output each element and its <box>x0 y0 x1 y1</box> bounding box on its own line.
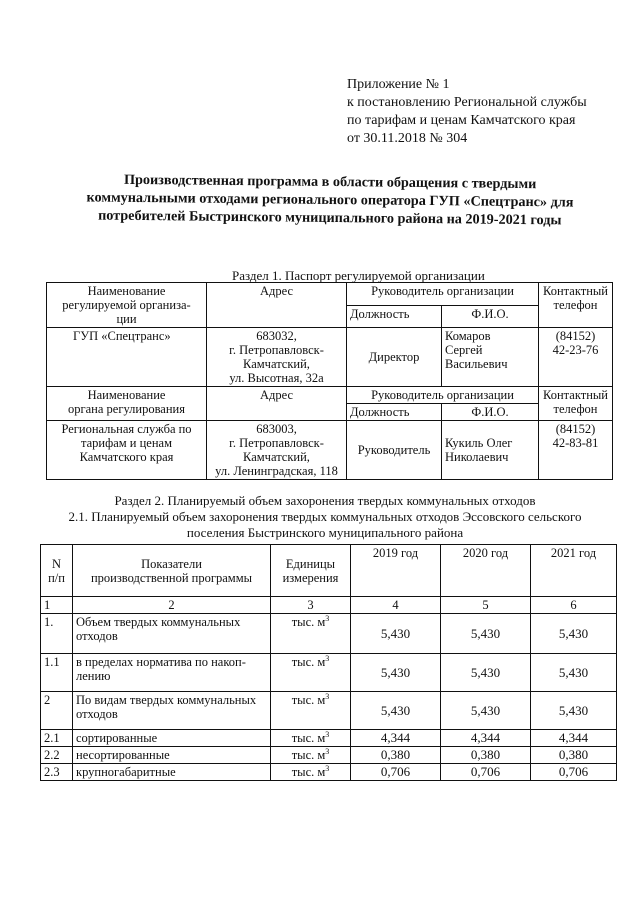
address-line: г. Петропавловск- <box>229 436 324 450</box>
row-unit <box>271 764 351 781</box>
value-2021: 0,380 <box>531 747 617 764</box>
value-2020: 5,430 <box>441 654 531 692</box>
title-line: Производственная программа в области обращения с твердыми <box>123 171 537 193</box>
address-line: Камчатский, <box>243 357 310 371</box>
row-indicator: крупногабаритные <box>73 764 271 781</box>
unit-text: тыс. м <box>291 693 326 707</box>
value-2019: 0,380 <box>351 747 441 764</box>
phone-line: (84152) <box>555 329 596 343</box>
row-number: 2 <box>41 692 73 730</box>
header-fio: Ф.И.О. <box>442 305 539 328</box>
address-line: г. Петропавловск- <box>229 343 324 357</box>
address-line: 683003, <box>256 422 297 436</box>
row-indicator: Объем твердых коммунальных отходов <box>73 614 271 654</box>
table-row <box>41 654 617 692</box>
fio-line: Васильевич <box>445 357 508 371</box>
header-head: Руководитель организации <box>347 387 539 404</box>
unit-superscript: 3 <box>325 691 330 701</box>
section1-caption: Раздел 1. Паспорт регулируемой организации <box>232 268 485 283</box>
header-text: телефон <box>553 298 598 312</box>
value-2019: 5,430 <box>351 692 441 730</box>
row-number: 2.1 <box>41 730 73 747</box>
appendix-line: Приложение № 1 <box>347 77 450 92</box>
header-text: Наименование <box>87 388 166 402</box>
header-head: Руководитель организации <box>347 283 539 306</box>
address-line: 683032, <box>256 329 297 343</box>
value-2020: 5,430 <box>441 614 531 654</box>
header-contact <box>539 283 613 328</box>
column-number-row <box>41 597 617 614</box>
row-indicator: несортированные <box>73 747 271 764</box>
header-text: регулируемой организа- <box>62 298 191 312</box>
value-2019: 4,344 <box>351 730 441 747</box>
phone-line: 42-23-76 <box>552 343 599 357</box>
header-regulator-name <box>47 387 207 421</box>
fio-line: Сергей <box>445 343 483 357</box>
phone-line: 42-83-81 <box>552 436 599 450</box>
phone-line: (84152) <box>555 422 596 436</box>
fio-line: Кукиль Олег <box>445 436 513 450</box>
value-2021: 5,430 <box>531 692 617 730</box>
header-2021: 2021 год <box>531 545 617 597</box>
value-2019: 0,706 <box>351 764 441 781</box>
header-unit <box>271 545 351 597</box>
header-text: органа регулирования <box>67 402 185 416</box>
regulator-name <box>47 421 207 480</box>
row-unit <box>271 730 351 747</box>
regulator-address <box>207 421 347 480</box>
row-number: 1. <box>41 614 73 654</box>
fio-line: Николаевич <box>445 450 509 464</box>
unit-superscript: 3 <box>325 653 330 663</box>
value-2021: 5,430 <box>531 614 617 654</box>
header-contact <box>539 387 613 421</box>
fio-line: Комаров <box>445 329 491 343</box>
row-indicator: в пределах норматива по накоп-лению <box>73 654 271 692</box>
unit-text: тыс. м <box>291 748 326 762</box>
address-line: Камчатский, <box>243 450 310 464</box>
unit-superscript: 3 <box>325 746 330 756</box>
header-text: Наименование <box>87 284 166 298</box>
appendix-line: от 30.11.2018 № 304 <box>347 131 468 146</box>
name-line: Региональная служба по <box>61 422 192 436</box>
header-indicator <box>73 545 271 597</box>
section2-caption <box>50 493 600 541</box>
header-text: п/п <box>48 570 65 585</box>
table-row <box>41 692 617 730</box>
row-number: 1.1 <box>41 654 73 692</box>
value-2020: 5,430 <box>441 692 531 730</box>
header-text: Контактный <box>543 388 608 402</box>
address-line: ул. Высотная, 32а <box>229 371 324 385</box>
column-number: 2 <box>73 597 271 614</box>
organization-passport-table <box>46 282 613 480</box>
row-indicator: По видам твердых коммунальных отходов <box>73 692 271 730</box>
header-text: телефон <box>553 402 598 416</box>
column-number: 1 <box>41 597 73 614</box>
title-line: коммунальными отходами регионального оператора ГУП «Спецтранс» для <box>86 189 574 211</box>
header-text: ции <box>116 312 137 326</box>
header-text: Показатели <box>141 556 202 571</box>
org-name: ГУП «Спецтранс» <box>47 328 207 387</box>
title-line: потребителей Быстринского муниципального района на 2019-2021 годы <box>98 207 562 229</box>
header-position: Должность <box>347 404 442 421</box>
org-fio <box>442 328 539 387</box>
header-text: Единицы <box>285 556 336 571</box>
value-2019: 5,430 <box>351 614 441 654</box>
disposal-volume-table <box>40 544 617 781</box>
table-row <box>41 764 617 781</box>
row-number: 2.3 <box>41 764 73 781</box>
table-row <box>41 730 617 747</box>
header-text: N <box>51 556 62 571</box>
caption-line: 2.1. Планируемый объем захоронения твердых коммунальных отходов Эссовского сельского <box>68 509 582 524</box>
unit-superscript: 3 <box>325 729 330 739</box>
header-address: Адрес <box>207 387 347 421</box>
header-text: Контактный <box>543 284 608 298</box>
regulator-phone <box>539 421 613 480</box>
header-2019: 2019 год <box>351 545 441 597</box>
header-no <box>41 545 73 597</box>
value-2021: 0,706 <box>531 764 617 781</box>
column-number: 3 <box>271 597 351 614</box>
unit-text: тыс. м <box>291 765 326 779</box>
value-2021: 5,430 <box>531 654 617 692</box>
caption-line: Раздел 2. Планируемый объем захоронения твердых коммунальных отходов <box>114 493 536 508</box>
table-row <box>41 614 617 654</box>
unit-text: тыс. м <box>291 615 326 629</box>
caption-line: поселения Быстринского муниципального района <box>186 525 464 540</box>
appendix-line: к постановлению Региональной службы <box>347 95 587 110</box>
column-number: 4 <box>351 597 441 614</box>
value-2021: 4,344 <box>531 730 617 747</box>
column-number: 5 <box>441 597 531 614</box>
row-unit <box>271 654 351 692</box>
org-address <box>207 328 347 387</box>
header-text: измерения <box>282 570 339 585</box>
value-2019: 5,430 <box>351 654 441 692</box>
unit-superscript: 3 <box>325 763 330 773</box>
header-position: Должность <box>347 305 442 328</box>
document-title <box>60 170 601 230</box>
name-line: тарифам и ценам <box>81 436 172 450</box>
header-address: Адрес <box>207 283 347 328</box>
row-indicator: сортированные <box>73 730 271 747</box>
header-org-name <box>47 283 207 328</box>
data-rows <box>41 614 617 781</box>
value-2020: 0,380 <box>441 747 531 764</box>
column-number: 6 <box>531 597 617 614</box>
regulator-position: Руководитель <box>347 421 442 480</box>
row-unit <box>271 692 351 730</box>
header-text: производственной программы <box>90 570 253 585</box>
address-line: ул. Ленинградская, 118 <box>215 464 338 478</box>
regulator-fio <box>442 421 539 480</box>
name-line: Камчатского края <box>79 450 174 464</box>
value-2020: 0,706 <box>441 764 531 781</box>
unit-text: тыс. м <box>291 655 326 669</box>
appendix-header <box>347 76 587 148</box>
table-row <box>41 747 617 764</box>
row-unit <box>271 614 351 654</box>
value-2020: 4,344 <box>441 730 531 747</box>
org-position: Директор <box>347 328 442 387</box>
row-unit <box>271 747 351 764</box>
header-fio: Ф.И.О. <box>442 404 539 421</box>
unit-text: тыс. м <box>291 731 326 745</box>
unit-superscript: 3 <box>325 613 330 623</box>
appendix-line: по тарифам и ценам Камчатского края <box>347 113 576 128</box>
header-2020: 2020 год <box>441 545 531 597</box>
org-phone <box>539 328 613 387</box>
row-number: 2.2 <box>41 747 73 764</box>
